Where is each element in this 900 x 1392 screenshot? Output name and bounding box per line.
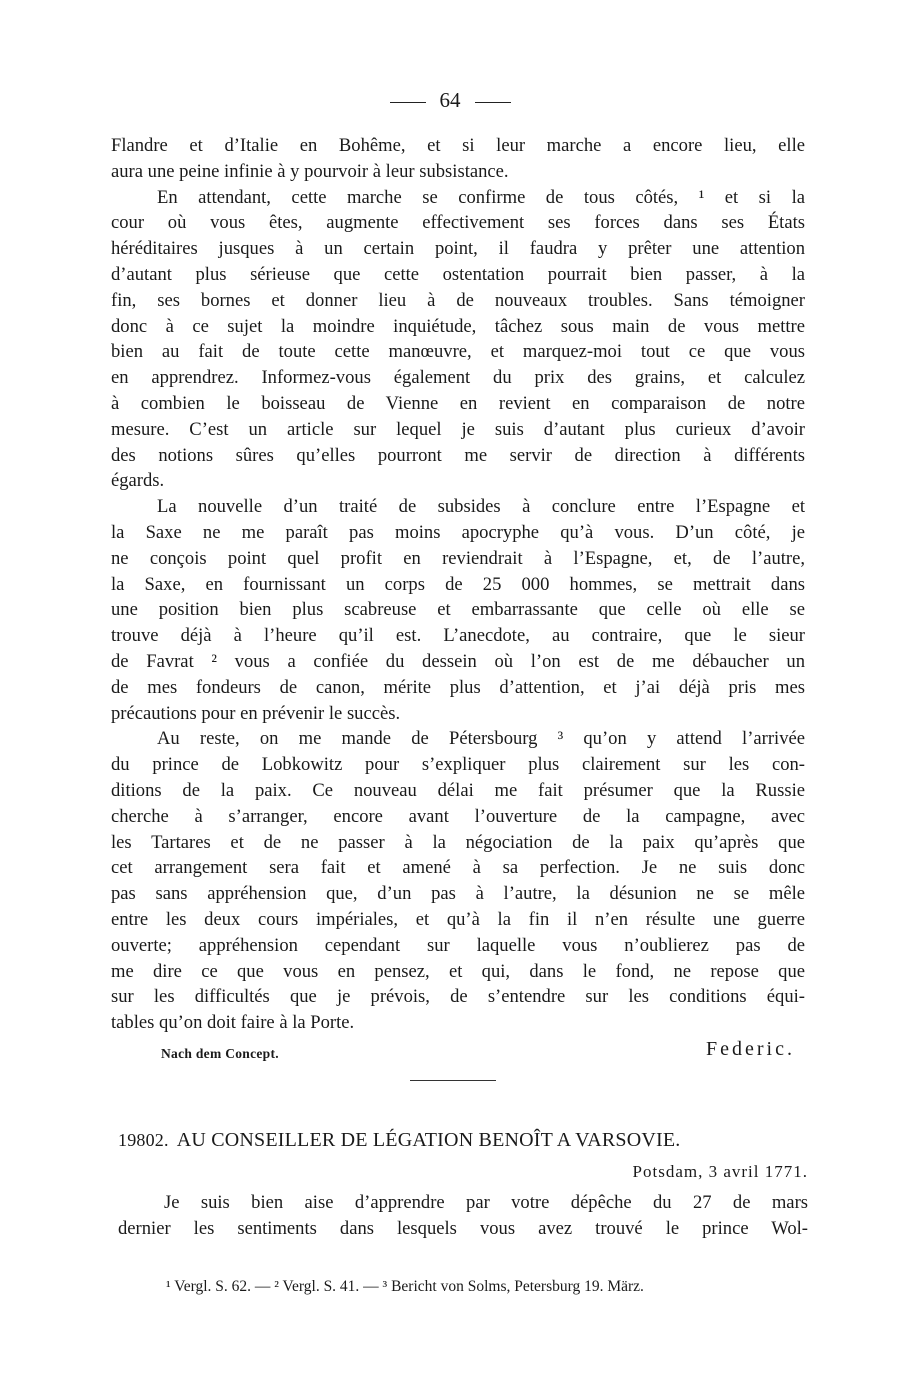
text-line: ouverte; appréhension cependant sur laquelle vous n’oublierez pas de: [111, 934, 805, 956]
text-line: dernier les sentiments dans lesquels vous avez trouvé le prince Wol-: [118, 1217, 808, 1239]
text-line: aura une peine infinie à y pourvoir à leur subsistance.: [111, 160, 509, 182]
text-line: trouve déjà à l’heure qu’il est. L’anecdote, au contraire, que le sieur: [111, 625, 805, 647]
text-line: la Saxe ne me paraît pas moins apocryphe qu’à vous. D’un côté, je: [111, 521, 805, 543]
text-line: de Favrat ² vous a confiée du dessein où l’on est de me débaucher un: [111, 650, 805, 672]
footnotes: ¹ Vergl. S. 62. — ² Vergl. S. 41. — ³ Bericht von Solms, Petersburg 19. März.: [166, 1278, 644, 1295]
text-line: donc à ce sujet la moindre inquiétude, tâchez sous main de vous mettre: [111, 315, 805, 337]
text-line: Flandre et d’Italie en Bohême, et si leur marche a encore lieu, elle: [111, 135, 805, 156]
text-line: en apprendrez. Informez-vous également du prix des grains, et calculez: [111, 367, 805, 389]
dateline: Potsdam, 3 avril 1771.: [632, 1162, 808, 1181]
text-line: précautions pour en prévenir le succès.: [111, 702, 401, 724]
text-line: d’autant plus sérieuse que cette ostentation pourrait bien passer, à la: [111, 263, 805, 285]
source-note: Nach dem Concept.: [161, 1045, 279, 1061]
signature-block: [111, 1038, 805, 1072]
text-line: fin, ses bornes et donner lieu à de nouveaux troubles. Sans témoigner: [111, 289, 805, 311]
text-line: héréditaires jusques à un certain point, il faudra y prêter une attention: [111, 238, 805, 260]
text-line: la Saxe, en fournissant un corps de 25 000 hommes, se mettrait dans: [111, 573, 805, 595]
text-line: tables qu’on doit faire à la Porte.: [111, 1012, 355, 1034]
signature: Federic.: [706, 1037, 795, 1060]
text-line: des notions sûres qu’elles pourront me servir de direction à différents: [111, 444, 805, 466]
letter-heading-text: AU CONSEILLER DE LÉGATION BENOÎT A VARSOVIE.: [176, 1129, 681, 1151]
text-line: pas sans appréhension que, d’un pas à l’autre, la désunion ne se mêle: [111, 883, 805, 905]
next-letter-text: [118, 1190, 808, 1242]
text-line: ne conçois point quel profit en reviendrait à l’Espagne, et, de l’autre,: [111, 547, 805, 569]
text-line: cet arrangement sera fait et amené à sa perfection. Je ne suis donc: [111, 857, 805, 879]
letter-text: [111, 133, 805, 1036]
next-letter-body: [118, 1190, 808, 1242]
section-divider: [410, 1080, 496, 1081]
header-dash-right: [475, 102, 511, 103]
text-line: du prince de Lobkowitz pour s’expliquer plus clairement sur les con-: [111, 754, 805, 776]
text-line: cherche à s’arranger, encore avant l’ouverture de la campagne, avec: [111, 805, 805, 827]
text-line: sur les difficultés que je prévois, de s’entendre sur les conditions équi-: [111, 986, 805, 1008]
header-dash-left: [390, 102, 426, 103]
text-line: à combien le boisseau de Vienne en revient en comparaison de notre: [111, 392, 805, 414]
text-line: mesure. C’est un article sur lequel je suis d’autant plus curieux d’avoir: [111, 418, 805, 440]
text-line: cour où vous êtes, augmente effectivement ses forces dans ses États: [111, 212, 805, 234]
text-line: En attendant, cette marche se confirme de tous côtés, ¹ et si la: [157, 186, 805, 208]
text-line: entre les deux cours impériales, et qu’à la fin il n’en résulte une guerre: [111, 908, 805, 930]
letter-heading: [118, 1126, 808, 1154]
text-line: les Tartares et de ne passer à la négociation de la paix qu’après que: [111, 831, 805, 853]
page-number: 64: [439, 88, 461, 112]
text-line: Au reste, on me mande de Pétersbourg ³ qu’on y attend l’arrivée: [157, 728, 805, 750]
text-line: La nouvelle d’un traité de subsides à conclure entre l’Espagne et: [157, 496, 805, 518]
text-line: Je suis bien aise d’apprendre par votre dépêche du 27 de mars: [164, 1192, 808, 1213]
page-header: [0, 86, 900, 114]
letter-body: [111, 133, 805, 1072]
letter-number: 19802.: [118, 1130, 169, 1150]
text-line: me dire ce que vous en pensez, et qui, dans le fond, ne repose que: [111, 960, 805, 982]
text-line: une position bien plus scabreuse et embarrassante que celle où elle se: [111, 599, 805, 621]
text-line: de mes fondeurs de canon, mérite plus d’attention, et j’ai déjà pris mes: [111, 676, 805, 698]
text-line: ditions de la paix. Ce nouveau délai me fait présumer que la Russie: [111, 779, 805, 801]
text-line: égards.: [111, 470, 165, 492]
text-line: bien au fait de toute cette manœuvre, et marquez-moi tout ce que vous: [111, 341, 805, 363]
